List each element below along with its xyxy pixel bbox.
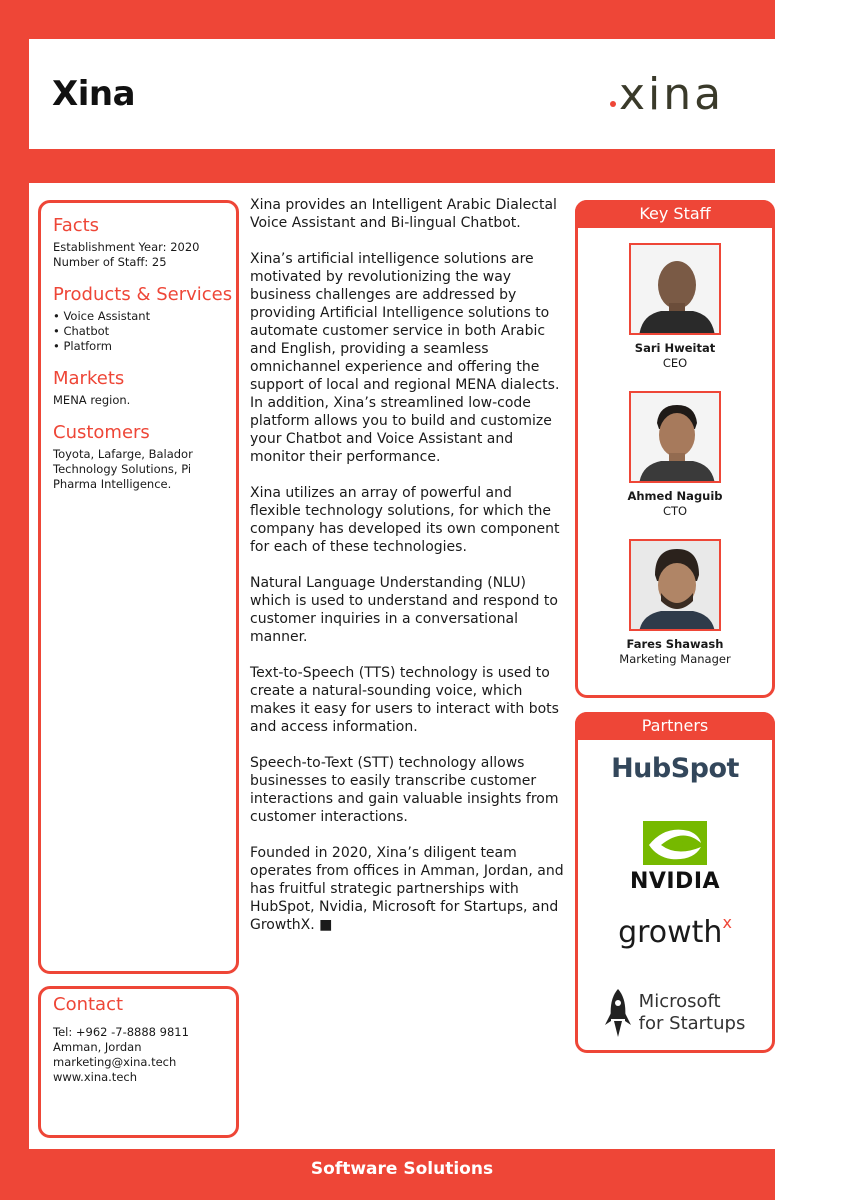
nvidia-eye-icon [643, 821, 707, 865]
footer-category: Software Solutions [310, 1159, 494, 1179]
growth-sup: x [722, 913, 732, 932]
paragraph: Speech-to-Text (STT) technology allows businesses to easily transcribe customer interactions and gain valuable insights from customer interactions. [250, 755, 559, 825]
staff-role: CTO [662, 504, 688, 518]
paragraph: Text-to-Speech (TTS) technology is used to create a natural-sounding voice, which makes it easy for users to interact with bots and access information. [250, 665, 559, 735]
staff-name: Ahmed Naguib [627, 489, 723, 503]
markets-section [53, 368, 233, 408]
paragraph: Natural Language Understanding (NLU) which is used to understand and respond to customer inquiries in a conversational manner. [250, 575, 558, 645]
key-staff-heading: Key Staff [575, 200, 775, 228]
staff-name: Fares Shawash [626, 637, 724, 651]
growth-label: growth [618, 915, 723, 950]
contact-location: Amman, Jordan [53, 1040, 142, 1054]
microsoft-label: Microsoft [638, 991, 721, 1012]
paragraph: Xina utilizes an array of powerful and flexible technology solutions, for which the company has developed its own component for each of these technologies. [250, 485, 560, 555]
markets-text: MENA region. [53, 393, 131, 407]
products-section [53, 284, 233, 354]
page-title: Xina [52, 74, 136, 114]
customers-heading: Customers [53, 422, 150, 443]
logo-text: xina [619, 69, 725, 116]
paragraph: Founded in 2020, Xina’s diligent team operates from offices in Amman, Jordan, and has fruitful strategic partnerships with HubSpot, Nvidia, Microsoft for Startups, and GrowthX. ■ [250, 845, 564, 933]
staff-photo [629, 391, 721, 483]
markets-heading: Markets [53, 368, 125, 389]
products-heading: Products & Services [53, 284, 233, 305]
staff-role: CEO [662, 356, 688, 370]
growthx-logo [578, 915, 772, 950]
product-item: • Voice Assistant [53, 309, 151, 323]
main-description [250, 196, 565, 952]
paragraph: Xina’s artificial intelligence solutions are motivated by revolutionizing the way business challenges are addressed by providing Artificial Intelligence solutions to automate customer service in both Arabic and English, providing a seamless omnichannel experience and offering the support of local and regional MENA dialects. In addition, Xina’s streamlined low-code platform allows you to build and customize your Chatbot and Voice Assistant and monitor their performance. [250, 251, 560, 465]
staff-member [578, 391, 772, 518]
product-item: • Platform [53, 339, 112, 353]
contact-email-link[interactable]: marketing@xina.tech [53, 1055, 177, 1069]
staff-photo [629, 539, 721, 631]
xina-logo [605, 66, 755, 116]
staff-role: Marketing Manager [619, 652, 731, 666]
contact-website-link[interactable]: www.xina.tech [53, 1070, 138, 1084]
staff-photo [629, 243, 721, 335]
paragraph: Xina provides an Intelligent Arabic Dialectal Voice Assistant and Bi-lingual Chatbot. [250, 197, 557, 231]
partners-panel [575, 712, 775, 1053]
facts-section [53, 215, 233, 270]
nvidia-logo [578, 821, 772, 894]
customers-section [53, 422, 233, 492]
staff-member [578, 243, 772, 370]
contact-panel [38, 986, 239, 1138]
staff-name: Sari Hweitat [634, 341, 716, 355]
startups-label: for Startups [638, 1013, 746, 1034]
partners-heading: Partners [575, 712, 775, 740]
customers-text: Toyota, Lafarge, Balador Technology Solutions, Pi Pharma Intelligence. [53, 447, 193, 491]
contact-phone: Tel: +962 -7-8888 9811 [53, 1025, 189, 1039]
rocket-icon [605, 987, 631, 1039]
staff-member [578, 539, 772, 666]
product-item: • Chatbot [53, 324, 110, 338]
facts-line: Establishment Year: 2020 [53, 240, 200, 254]
hubspot-logo [578, 753, 772, 784]
facts-line: Number of Staff: 25 [53, 255, 167, 269]
key-staff-panel [575, 200, 775, 698]
facts-heading: Facts [53, 215, 100, 236]
nvidia-label: NVIDIA [629, 869, 721, 894]
hubspot-label: HubSpot [611, 753, 739, 784]
facts-panel [38, 200, 239, 974]
contact-heading: Contact [53, 994, 124, 1015]
microsoft-startups-logo [578, 987, 772, 1039]
